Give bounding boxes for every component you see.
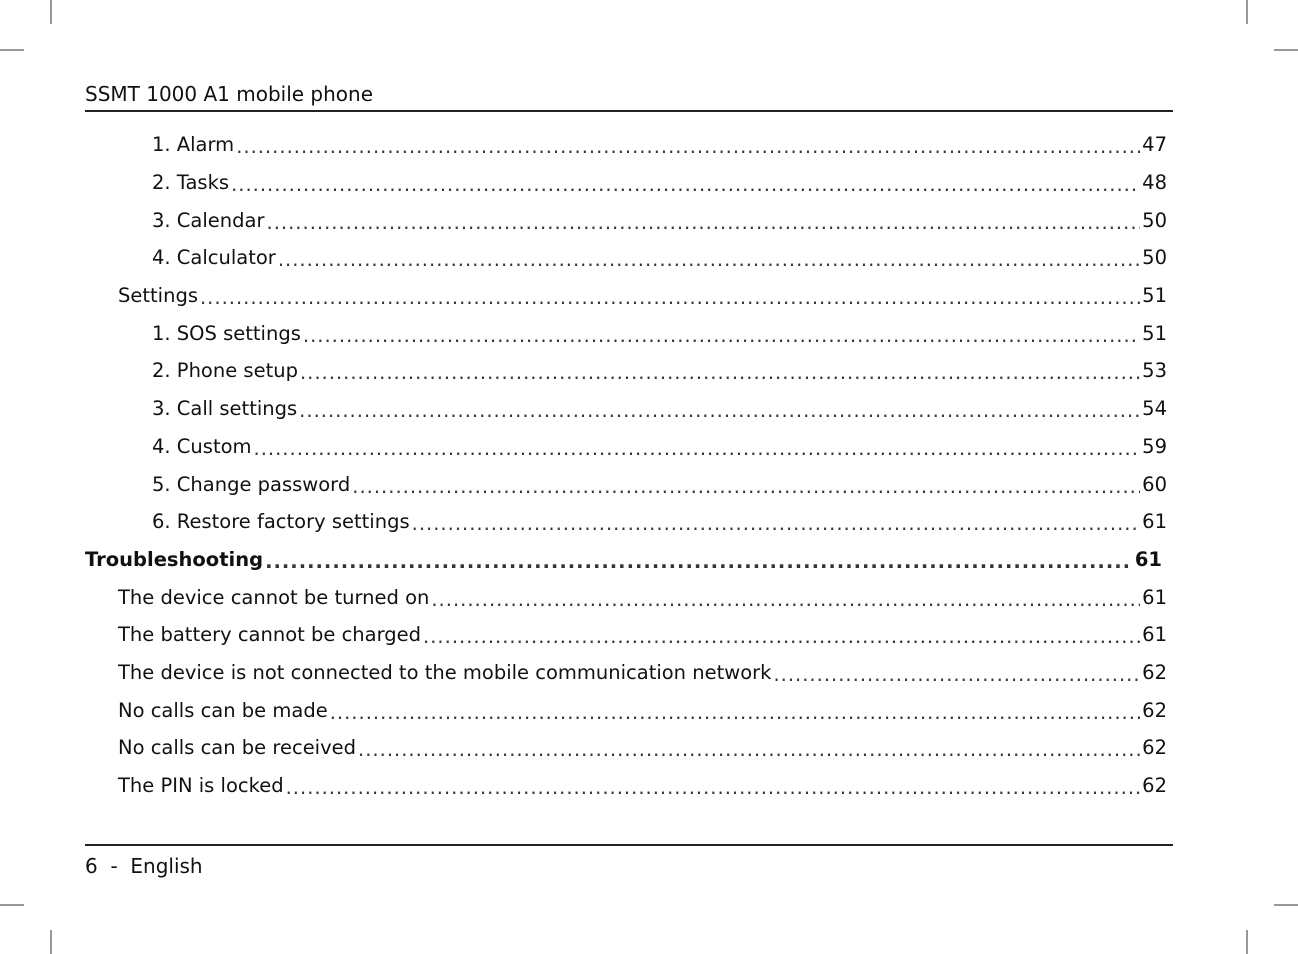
dot-leader	[267, 211, 1141, 234]
page-header	[85, 80, 1173, 112]
dot-leader	[254, 437, 1141, 460]
toc-entry-page: 50	[1142, 208, 1167, 232]
dot-leader	[423, 625, 1140, 648]
dot-leader	[236, 135, 1140, 158]
dot-leader	[352, 475, 1140, 498]
dot-leader	[412, 512, 1141, 535]
toc-entry[interactable]	[85, 428, 1167, 466]
toc-entry[interactable]	[85, 503, 1167, 541]
toc-entry-page: 61	[1142, 585, 1167, 609]
toc-entry-label: 4. Custom	[152, 434, 252, 458]
toc-entry-page: 51	[1142, 284, 1167, 308]
dot-leader	[231, 173, 1140, 196]
toc-entry-page: 61	[1142, 623, 1167, 647]
toc-entry-label: Settings	[118, 284, 198, 308]
toc-entry-page: 53	[1142, 359, 1167, 383]
toc-entry-label: The device cannot be turned on	[118, 585, 430, 609]
toc-entry-label: 2. Phone setup	[152, 359, 298, 383]
toc-entry-label: 1. Alarm	[152, 133, 235, 157]
toc-entry[interactable]	[85, 691, 1167, 729]
toc-entry[interactable]	[85, 390, 1167, 428]
toc-entry[interactable]	[85, 616, 1167, 654]
toc-entry[interactable]	[85, 465, 1167, 503]
toc-entry-page: 62	[1142, 736, 1167, 760]
toc-entry-page: 62	[1142, 698, 1167, 722]
dot-leader	[431, 588, 1140, 611]
crop-mark	[0, 904, 24, 906]
crop-mark	[50, 0, 52, 24]
toc-entry-page: 51	[1142, 321, 1167, 345]
toc-entry[interactable]	[85, 767, 1167, 805]
toc-entry-label: Troubleshooting	[85, 547, 264, 571]
toc-entry-label: No calls can be received	[118, 736, 357, 760]
crop-mark	[0, 49, 24, 51]
toc-entry[interactable]	[85, 314, 1167, 352]
toc-entry-page: 50	[1142, 246, 1167, 270]
toc-entry-label: 6. Restore factory settings	[152, 510, 410, 534]
table-of-contents	[85, 126, 1167, 804]
dot-leader	[773, 663, 1140, 686]
dot-leader	[358, 738, 1140, 761]
dot-leader	[286, 776, 1141, 799]
toc-entry-page: 62	[1142, 660, 1167, 684]
toc-entry-page: 61	[1134, 547, 1162, 571]
toc-entry-label: 3. Call settings	[152, 397, 298, 421]
toc-entry-label: The PIN is locked	[118, 774, 284, 798]
dot-leader	[200, 286, 1140, 309]
crop-mark	[1246, 930, 1248, 954]
footer-label	[85, 854, 203, 878]
toc-entry[interactable]	[85, 126, 1167, 164]
toc-entry-page: 59	[1142, 434, 1167, 458]
dot-leader	[300, 361, 1140, 384]
crop-mark	[50, 930, 52, 954]
crop-mark	[1246, 0, 1248, 24]
page-footer	[85, 844, 1173, 878]
toc-entry-page: 54	[1142, 397, 1167, 421]
crop-mark	[1274, 904, 1298, 906]
toc-entry[interactable]	[85, 578, 1167, 616]
toc-entry[interactable]	[85, 164, 1167, 202]
toc-entry-label: 2. Tasks	[152, 171, 230, 195]
toc-chapter[interactable]	[85, 541, 1167, 579]
dot-leader	[265, 550, 1133, 573]
dot-leader	[299, 399, 1140, 422]
toc-entry-page: 48	[1142, 171, 1167, 195]
toc-entry[interactable]	[85, 201, 1167, 239]
dot-leader	[330, 701, 1140, 724]
toc-entry-label: The battery cannot be charged	[118, 623, 422, 647]
toc-entry[interactable]	[85, 277, 1167, 315]
toc-entry-page: 62	[1142, 774, 1167, 798]
toc-entry-label: 4. Calculator	[152, 246, 276, 270]
toc-entry-page: 60	[1142, 472, 1167, 496]
toc-entry[interactable]	[85, 352, 1167, 390]
toc-entry[interactable]	[85, 239, 1167, 277]
toc-entry-label: No calls can be made	[118, 698, 328, 722]
crop-mark	[1274, 49, 1298, 51]
toc-entry-page: 47	[1142, 133, 1167, 157]
footer-language: English	[130, 854, 203, 878]
toc-entry-label: 1. SOS settings	[152, 321, 301, 345]
toc-entry-page: 61	[1142, 510, 1167, 534]
toc-entry-label: 3. Calendar	[152, 208, 265, 232]
dot-leader	[303, 324, 1140, 347]
toc-entry-label: The device is not connected to the mobile communication network	[118, 660, 772, 684]
toc-entry[interactable]	[85, 654, 1167, 692]
document-title: SSMT 1000 A1 mobile phone	[85, 82, 374, 106]
page-number: 6	[85, 854, 98, 878]
footer-separator: -	[110, 854, 118, 878]
dot-leader	[278, 248, 1140, 271]
toc-entry-label: 5. Change password	[152, 472, 351, 496]
toc-entry[interactable]	[85, 729, 1167, 767]
